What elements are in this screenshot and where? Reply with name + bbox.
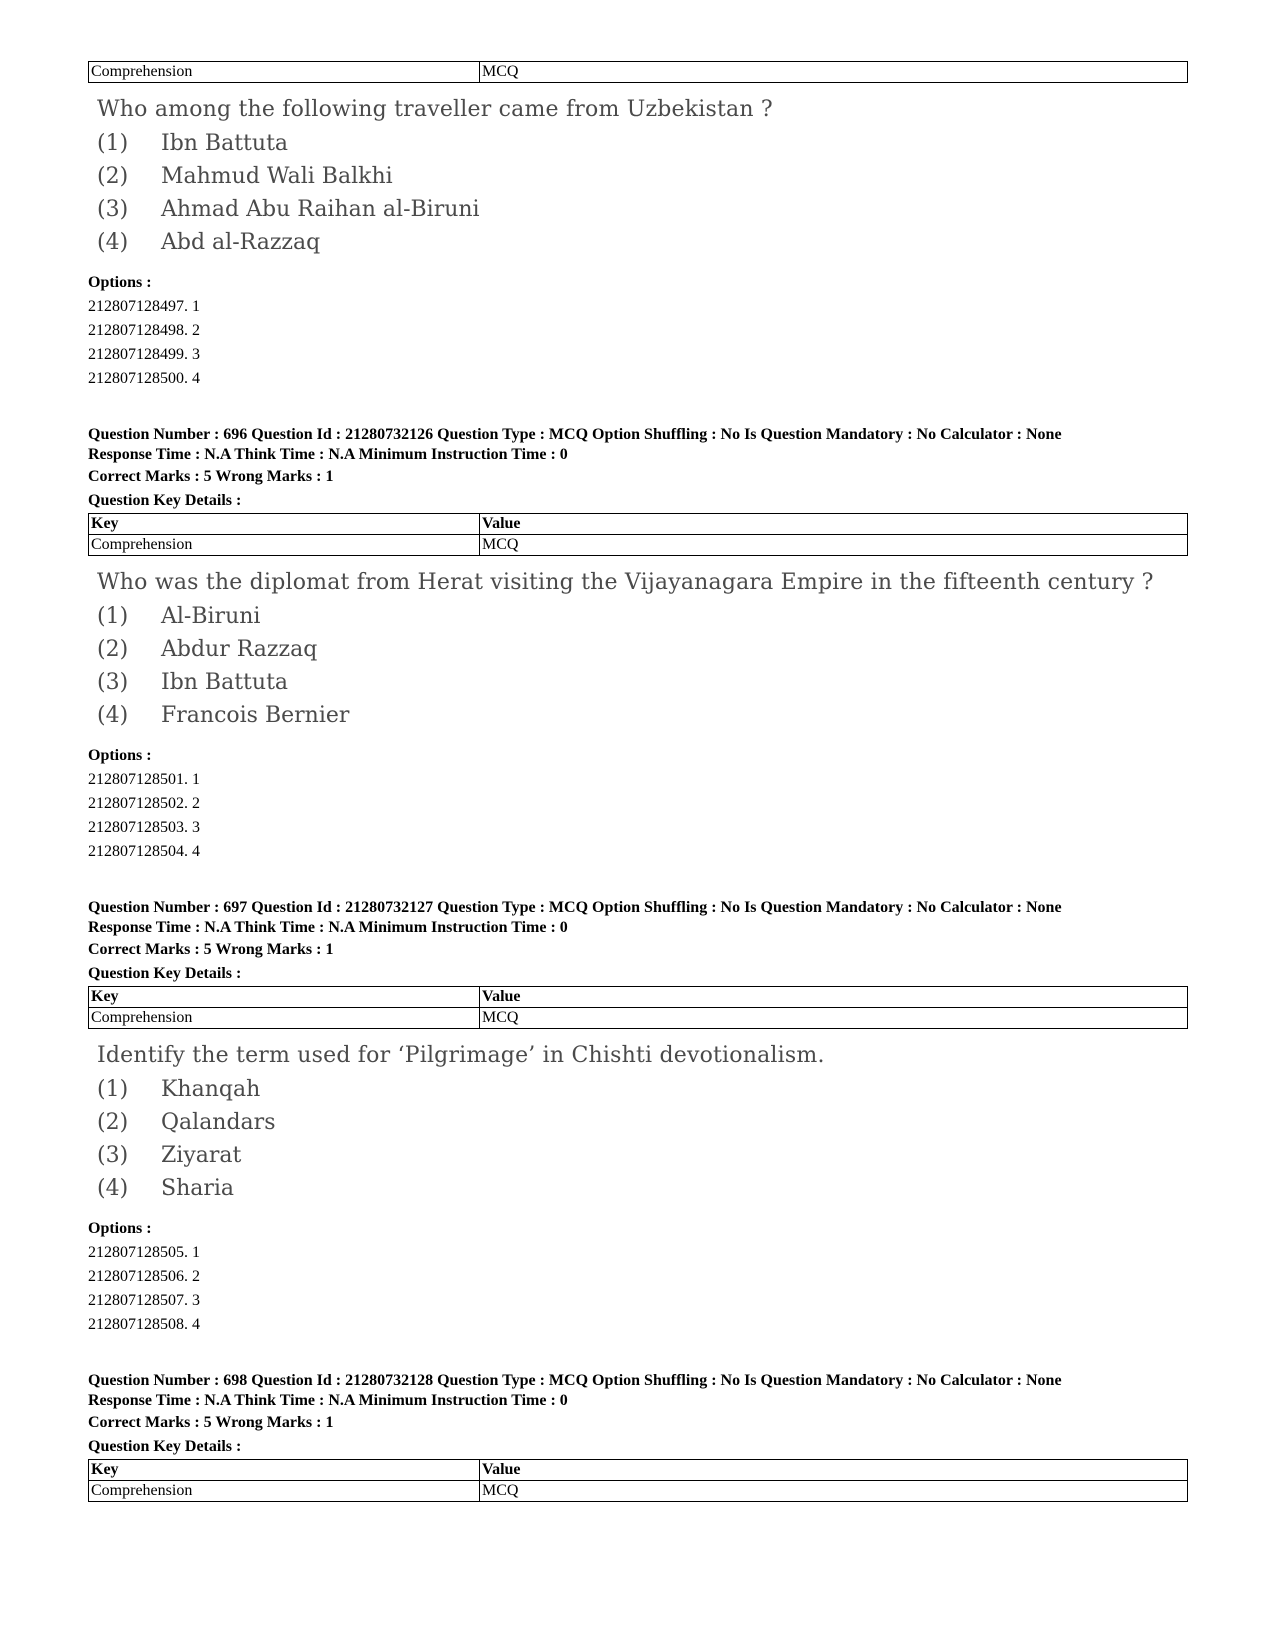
- choice-label: Abd al-Razzaq: [161, 230, 321, 255]
- table-header-value: Value: [480, 987, 1188, 1008]
- question-timing: Response Time : N.A Think Time : N.A Minimum Instruction Time : 0: [88, 446, 568, 463]
- key-details-label: Question Key Details :: [88, 1438, 242, 1455]
- answer-choice: [97, 127, 1188, 160]
- table-cell-key: Comprehension: [89, 62, 480, 83]
- table-cell-value: MCQ: [480, 62, 1188, 83]
- answer-choice: [97, 1172, 1188, 1205]
- choice-number: (4): [97, 703, 129, 728]
- answer-choice: [97, 1106, 1188, 1139]
- answer-choice: [97, 160, 1188, 193]
- answer-choices: [97, 1073, 1188, 1205]
- table-header-row: [89, 1460, 1188, 1481]
- question-key-table: [88, 61, 1188, 83]
- question-text: Identify the term used for ‘Pilgrimage’ in Chishti devotionalism.: [97, 1043, 825, 1068]
- choice-label: Ibn Battuta: [161, 670, 289, 695]
- choice-label: Ziyarat: [161, 1143, 242, 1168]
- choice-label: Abdur Razzaq: [161, 637, 318, 662]
- answer-choices: [97, 600, 1188, 732]
- answer-choice: [97, 633, 1188, 666]
- choice-number: (3): [97, 197, 129, 222]
- question-marks: Correct Marks : 5 Wrong Marks : 1: [88, 941, 334, 958]
- question-marks: Correct Marks : 5 Wrong Marks : 1: [88, 468, 334, 485]
- choice-number: (4): [97, 1176, 129, 1201]
- answer-choice: [97, 699, 1188, 732]
- choice-number: (1): [97, 1077, 129, 1102]
- option-id: 212807128501. 1: [88, 771, 200, 788]
- table-row: [89, 62, 1188, 83]
- question-text: Who was the diplomat from Herat visiting the Vijayanagara Empire in the fifteenth century ?: [97, 570, 1154, 595]
- answer-choices: [97, 127, 1188, 259]
- choice-label: Qalandars: [161, 1110, 276, 1135]
- answer-choice: [97, 226, 1188, 259]
- choice-label: Mahmud Wali Balkhi: [161, 164, 393, 189]
- options-label: Options :: [88, 747, 152, 764]
- option-id: 212807128499. 3: [88, 346, 200, 363]
- choice-label: Khanqah: [161, 1077, 261, 1102]
- answer-choice: [97, 666, 1188, 699]
- question-text: Who among the following traveller came from Uzbekistan ?: [97, 97, 773, 122]
- table-header-key: Key: [89, 514, 480, 535]
- table-row: [89, 535, 1188, 556]
- option-id: 212807128507. 3: [88, 1292, 200, 1309]
- option-id: 212807128505. 1: [88, 1244, 200, 1261]
- question-meta: Question Number : 697 Question Id : 21280732127 Question Type : MCQ Option Shuffling : No Is Question Mandatory : No Calculator : None: [88, 899, 1062, 916]
- answer-choice: [97, 193, 1188, 226]
- table-header-value: Value: [480, 1460, 1188, 1481]
- question-key-table: [88, 986, 1188, 1029]
- document-page: [88, 61, 1188, 1502]
- question-block: [88, 425, 1188, 864]
- option-id: 212807128506. 2: [88, 1268, 200, 1285]
- table-header-row: [89, 987, 1188, 1008]
- option-id: 212807128504. 4: [88, 843, 200, 860]
- question-timing: Response Time : N.A Think Time : N.A Minimum Instruction Time : 0: [88, 919, 568, 936]
- table-cell-value: MCQ: [480, 1481, 1188, 1502]
- table-cell-value: MCQ: [480, 1008, 1188, 1029]
- question-key-table: [88, 513, 1188, 556]
- answer-choice: [97, 600, 1188, 633]
- answer-choice: [97, 1073, 1188, 1106]
- choice-number: (1): [97, 131, 129, 156]
- table-cell-key: Comprehension: [89, 1008, 480, 1029]
- table-cell-key: Comprehension: [89, 535, 480, 556]
- question-meta: Question Number : 696 Question Id : 21280732126 Question Type : MCQ Option Shuffling : No Is Question Mandatory : No Calculator : None: [88, 426, 1062, 443]
- table-row: [89, 1481, 1188, 1502]
- choice-label: Sharia: [161, 1176, 235, 1201]
- table-header-key: Key: [89, 1460, 480, 1481]
- choice-number: (2): [97, 1110, 129, 1135]
- choice-label: Al-Biruni: [161, 604, 261, 629]
- table-cell-value: MCQ: [480, 535, 1188, 556]
- option-id: 212807128498. 2: [88, 322, 200, 339]
- choice-number: (2): [97, 637, 129, 662]
- choice-label: Francois Bernier: [161, 703, 350, 728]
- question-marks: Correct Marks : 5 Wrong Marks : 1: [88, 1414, 334, 1431]
- option-id: 212807128503. 3: [88, 819, 200, 836]
- choice-label: Ibn Battuta: [161, 131, 289, 156]
- table-header-value: Value: [480, 514, 1188, 535]
- answer-choice: [97, 1139, 1188, 1172]
- question-key-table: [88, 1459, 1188, 1502]
- choice-label: Ahmad Abu Raihan al-Biruni: [161, 197, 480, 222]
- question-block: [88, 1371, 1188, 1502]
- choice-number: (3): [97, 1143, 129, 1168]
- key-details-label: Question Key Details :: [88, 965, 242, 982]
- key-details-label: Question Key Details :: [88, 492, 242, 509]
- table-row: [89, 1008, 1188, 1029]
- options-label: Options :: [88, 1220, 152, 1237]
- question-block: [88, 898, 1188, 1337]
- option-id: 212807128497. 1: [88, 298, 200, 315]
- choice-number: (1): [97, 604, 129, 629]
- choice-number: (2): [97, 164, 129, 189]
- choice-number: (4): [97, 230, 129, 255]
- options-label: Options :: [88, 274, 152, 291]
- choice-number: (3): [97, 670, 129, 695]
- option-id: 212807128508. 4: [88, 1316, 200, 1333]
- question-meta: Question Number : 698 Question Id : 21280732128 Question Type : MCQ Option Shuffling : No Is Question Mandatory : No Calculator : None: [88, 1372, 1062, 1389]
- table-header-row: [89, 514, 1188, 535]
- option-id: 212807128500. 4: [88, 370, 200, 387]
- table-header-key: Key: [89, 987, 480, 1008]
- question-timing: Response Time : N.A Think Time : N.A Minimum Instruction Time : 0: [88, 1392, 568, 1409]
- option-id: 212807128502. 2: [88, 795, 200, 812]
- table-cell-key: Comprehension: [89, 1481, 480, 1502]
